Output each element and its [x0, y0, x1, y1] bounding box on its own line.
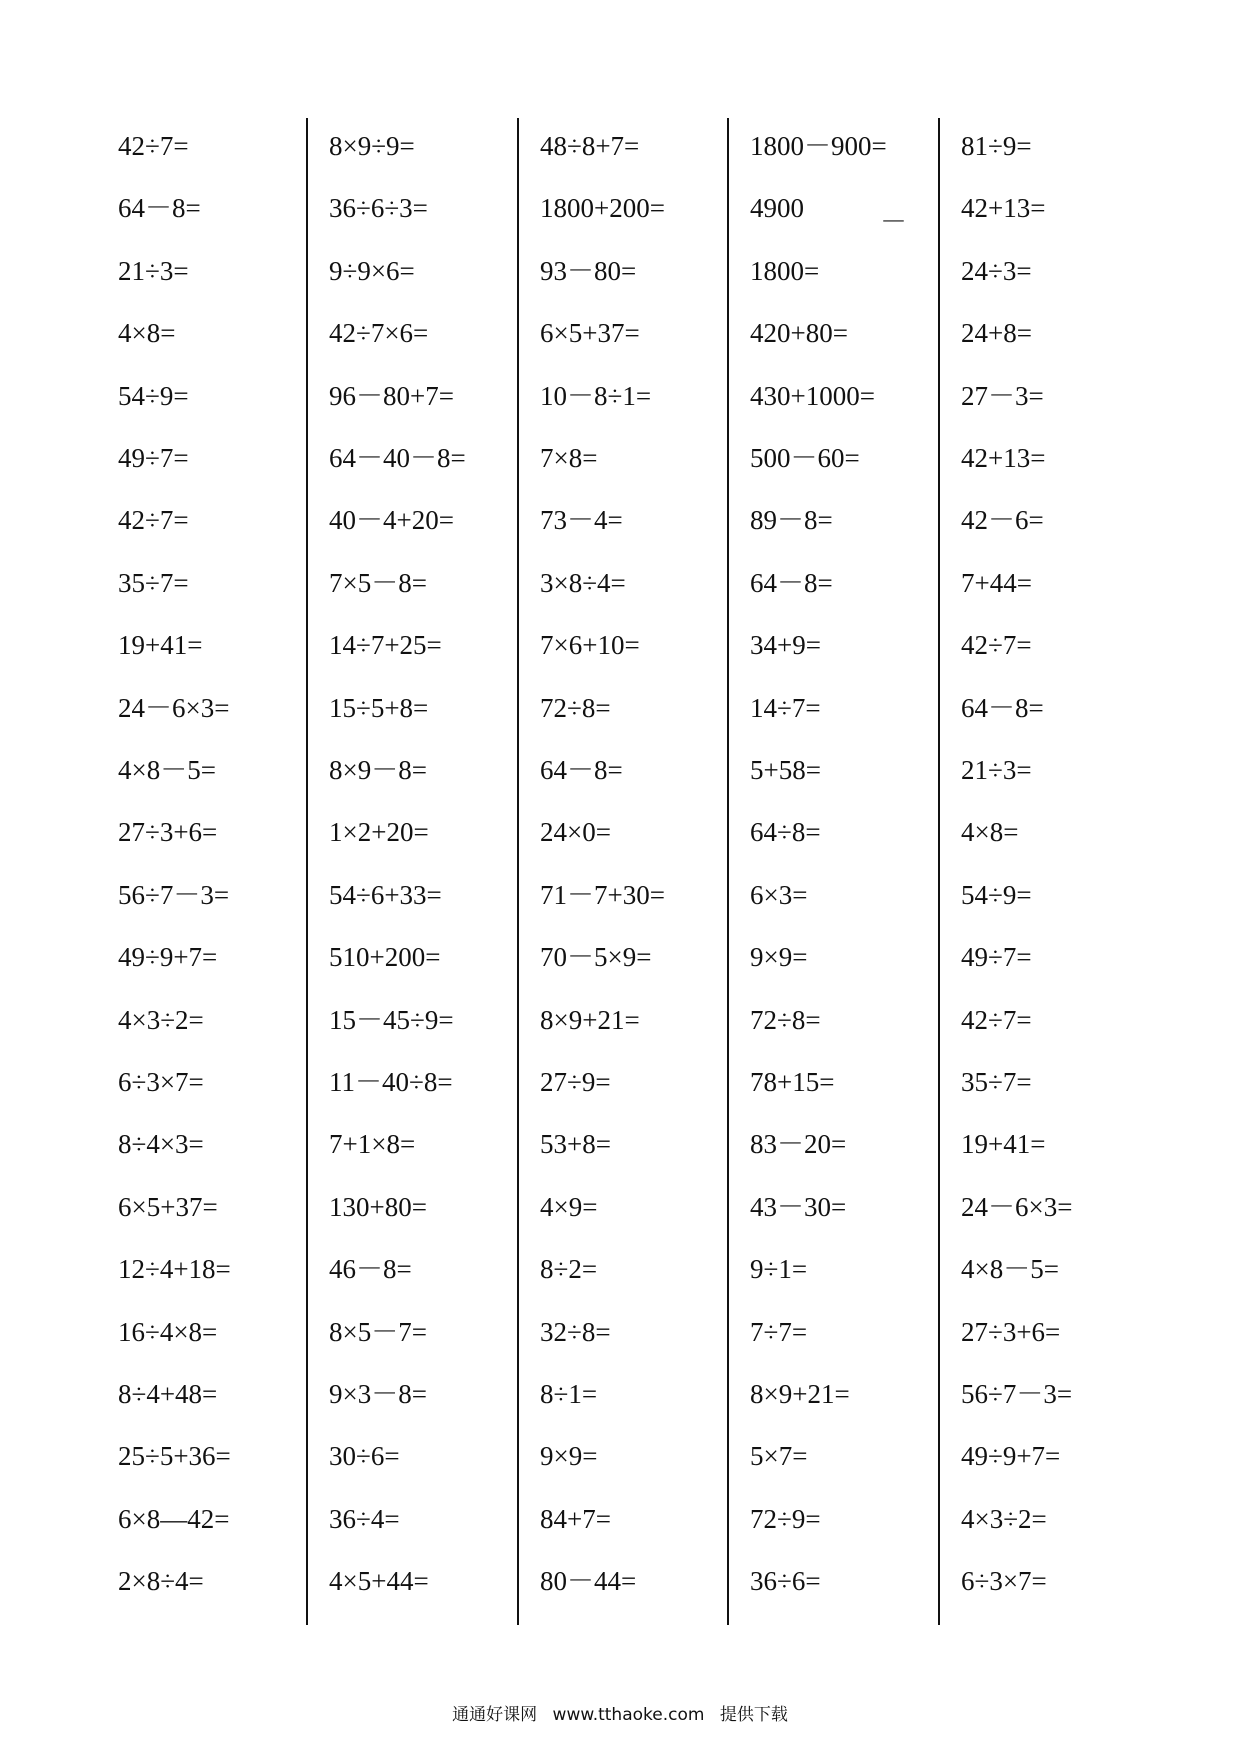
arithmetic-problem: 71－7+30=: [540, 879, 665, 910]
arithmetic-problem: 42+13=: [961, 443, 1046, 473]
arithmetic-problem: 24×0=: [540, 817, 611, 848]
arithmetic-problem: 510+200=: [329, 942, 441, 973]
arithmetic-problem: 36÷4=: [329, 1503, 400, 1534]
arithmetic-problem: 8÷4×3=: [118, 1129, 204, 1160]
arithmetic-problem: 21÷3=: [961, 755, 1032, 785]
arithmetic-problem: 64－40－8=: [329, 443, 466, 473]
arithmetic-problem: 36÷6÷3=: [329, 193, 428, 224]
arithmetic-problem: 54÷9=: [961, 879, 1032, 910]
arithmetic-problem: 42÷7=: [118, 505, 189, 536]
arithmetic-problem: 46－8=: [329, 1254, 412, 1285]
arithmetic-problem: 93－80=: [540, 255, 637, 286]
arithmetic-problem: 84+7=: [540, 1503, 611, 1534]
arithmetic-problem: 500－60=: [750, 443, 860, 473]
arithmetic-problem: 8×9－8=: [329, 755, 427, 785]
arithmetic-problem: 24－6×3=: [118, 692, 230, 723]
arithmetic-problem: 6×8—42=: [118, 1503, 230, 1534]
arithmetic-problem: 24+8=: [961, 318, 1032, 349]
arithmetic-problem: 16÷4×8=: [118, 1316, 218, 1347]
column-divider: [938, 118, 940, 1625]
arithmetic-problem: 1800+200=: [540, 193, 665, 224]
footer-note: 提供下载: [719, 1705, 788, 1725]
arithmetic-problem: 4×8－5=: [118, 755, 216, 785]
arithmetic-problem: 6×5+37=: [118, 1191, 218, 1222]
arithmetic-problem: 25÷5+36=: [118, 1441, 231, 1472]
column-divider: [306, 118, 308, 1625]
arithmetic-problem: 4×3÷2=: [118, 1004, 204, 1035]
arithmetic-problem: 64－8=: [540, 755, 623, 785]
arithmetic-problem: 43－30=: [750, 1191, 847, 1222]
arithmetic-problem: 7+44=: [961, 567, 1032, 598]
arithmetic-problem: 5+58=: [750, 755, 821, 785]
arithmetic-problem: 27÷3+6=: [961, 1316, 1061, 1347]
arithmetic-problem: 3×8÷4=: [540, 567, 626, 598]
arithmetic-problem: 12÷4+18=: [118, 1254, 231, 1285]
arithmetic-problem: 27÷9=: [540, 1067, 611, 1097]
arithmetic-problem: 42+13=: [961, 193, 1046, 224]
arithmetic-problem: 35÷7=: [961, 1067, 1032, 1097]
arithmetic-problem: 49÷7=: [118, 443, 189, 473]
arithmetic-problem: 81÷9=: [961, 131, 1032, 161]
arithmetic-problem: 9×9=: [540, 1441, 598, 1472]
arithmetic-problem: 89－8=: [750, 505, 833, 536]
page-footer: [0, 1700, 1240, 1725]
arithmetic-problem: 4×3÷2=: [961, 1503, 1047, 1534]
arithmetic-problem: 32÷8=: [540, 1316, 611, 1347]
arithmetic-problem: 7÷7=: [750, 1316, 808, 1347]
arithmetic-problem: 73－4=: [540, 505, 623, 536]
arithmetic-problem: 11－40÷8=: [329, 1067, 453, 1097]
arithmetic-problem: 7×6+10=: [540, 630, 640, 661]
arithmetic-problem: 430+1000=: [750, 380, 875, 411]
arithmetic-problem: 96－80+7=: [329, 380, 454, 411]
arithmetic-problem: 4×8=: [118, 318, 176, 349]
arithmetic-problem: 42－6=: [961, 505, 1044, 536]
arithmetic-problem: 42÷7=: [118, 131, 189, 161]
arithmetic-problem: 49÷9+7=: [961, 1441, 1061, 1472]
arithmetic-problem: 6×3=: [750, 879, 808, 910]
arithmetic-problem: 6×5+37=: [540, 318, 640, 349]
arithmetic-problem: 8÷2=: [540, 1254, 598, 1285]
arithmetic-problem: 36÷6=: [750, 1566, 821, 1597]
arithmetic-problem: 35÷7=: [118, 567, 189, 598]
arithmetic-problem: 64－8=: [961, 692, 1044, 723]
arithmetic-problem: 42÷7=: [961, 630, 1032, 661]
arithmetic-problem: 8×9+21=: [540, 1004, 640, 1035]
arithmetic-problem: 21÷3=: [118, 255, 189, 286]
arithmetic-problem: 78+15=: [750, 1067, 835, 1097]
arithmetic-problem: 72÷8=: [540, 692, 611, 723]
arithmetic-problem: 24÷3=: [961, 255, 1032, 286]
arithmetic-problem: 19+41=: [961, 1129, 1046, 1160]
arithmetic-problem: 10－8÷1=: [540, 380, 652, 411]
arithmetic-problem: 24－6×3=: [961, 1191, 1073, 1222]
arithmetic-problem: 14÷7=: [750, 692, 821, 723]
arithmetic-problem: 9×3－8=: [329, 1379, 427, 1409]
arithmetic-problem: 1800=: [750, 255, 820, 286]
arithmetic-problem: 34+9=: [750, 630, 821, 661]
arithmetic-problem: 4×8=: [961, 817, 1019, 848]
arithmetic-problem: 53+8=: [540, 1129, 611, 1160]
arithmetic-problem: 8×9+21=: [750, 1379, 850, 1409]
arithmetic-problem: 72÷8=: [750, 1004, 821, 1035]
arithmetic-problem: 8÷4+48=: [118, 1379, 218, 1409]
column-divider: [517, 118, 519, 1625]
arithmetic-problem: 2×8÷4=: [118, 1566, 204, 1597]
arithmetic-problem: 56÷7－3=: [118, 879, 230, 910]
arithmetic-problem: 5×7=: [750, 1441, 808, 1472]
arithmetic-problem: 6÷3×7=: [961, 1566, 1047, 1597]
arithmetic-problem: 80－44=: [540, 1566, 637, 1597]
arithmetic-problem: 42÷7=: [961, 1004, 1032, 1035]
arithmetic-problem: 40－4+20=: [329, 505, 454, 536]
footer-url: www.tthaoke.com: [552, 1705, 705, 1725]
arithmetic-problem: 1800－900=: [750, 131, 887, 161]
arithmetic-problem: 48÷8+7=: [540, 131, 640, 161]
arithmetic-problem: 42÷7×6=: [329, 318, 429, 349]
arithmetic-problem: 15－45÷9=: [329, 1004, 454, 1035]
column-divider: [727, 118, 729, 1625]
arithmetic-problem: 64÷8=: [750, 817, 821, 848]
arithmetic-problem: 27－3=: [961, 380, 1044, 411]
arithmetic-problem: 19+41=: [118, 630, 203, 661]
arithmetic-problem: 9÷9×6=: [329, 255, 415, 286]
wrapped-minus-sign: －: [880, 207, 907, 237]
arithmetic-problem: 7×5－8=: [329, 567, 427, 598]
arithmetic-problem: 9÷1=: [750, 1254, 808, 1285]
arithmetic-problem: 4×8－5=: [961, 1254, 1059, 1285]
footer-site-name: 通通好课网: [452, 1705, 538, 1725]
arithmetic-problem: 130+80=: [329, 1191, 427, 1222]
arithmetic-problem: 27÷3+6=: [118, 817, 218, 848]
arithmetic-problem: 8×9÷9=: [329, 131, 415, 161]
arithmetic-problem: 30÷6=: [329, 1441, 400, 1472]
arithmetic-problem: 72÷9=: [750, 1503, 821, 1534]
arithmetic-problem: 4900: [750, 193, 804, 224]
arithmetic-problem: 54÷9=: [118, 380, 189, 411]
arithmetic-problem: 1×2+20=: [329, 817, 429, 848]
arithmetic-problem: 49÷9+7=: [118, 942, 218, 973]
arithmetic-problem: 64－8=: [750, 567, 833, 598]
arithmetic-problem: 8÷1=: [540, 1379, 598, 1409]
arithmetic-problem: 54÷6+33=: [329, 879, 442, 910]
arithmetic-problem: 15÷5+8=: [329, 692, 429, 723]
arithmetic-problem: 14÷7+25=: [329, 630, 442, 661]
arithmetic-problem: 9×9=: [750, 942, 808, 973]
arithmetic-problem: 420+80=: [750, 318, 848, 349]
arithmetic-problem: 4×5+44=: [329, 1566, 429, 1597]
arithmetic-problem: 56÷7－3=: [961, 1379, 1073, 1409]
arithmetic-problem: 8×5－7=: [329, 1316, 427, 1347]
arithmetic-problem: 64－8=: [118, 193, 201, 224]
arithmetic-problem: 6÷3×7=: [118, 1067, 204, 1097]
arithmetic-problem: 70－5×9=: [540, 942, 652, 973]
arithmetic-problem: 4×9=: [540, 1191, 598, 1222]
arithmetic-problem: 49÷7=: [961, 942, 1032, 973]
arithmetic-problem: 7+1×8=: [329, 1129, 416, 1160]
arithmetic-problem: 83－20=: [750, 1129, 847, 1160]
arithmetic-problem: 7×8=: [540, 443, 598, 473]
